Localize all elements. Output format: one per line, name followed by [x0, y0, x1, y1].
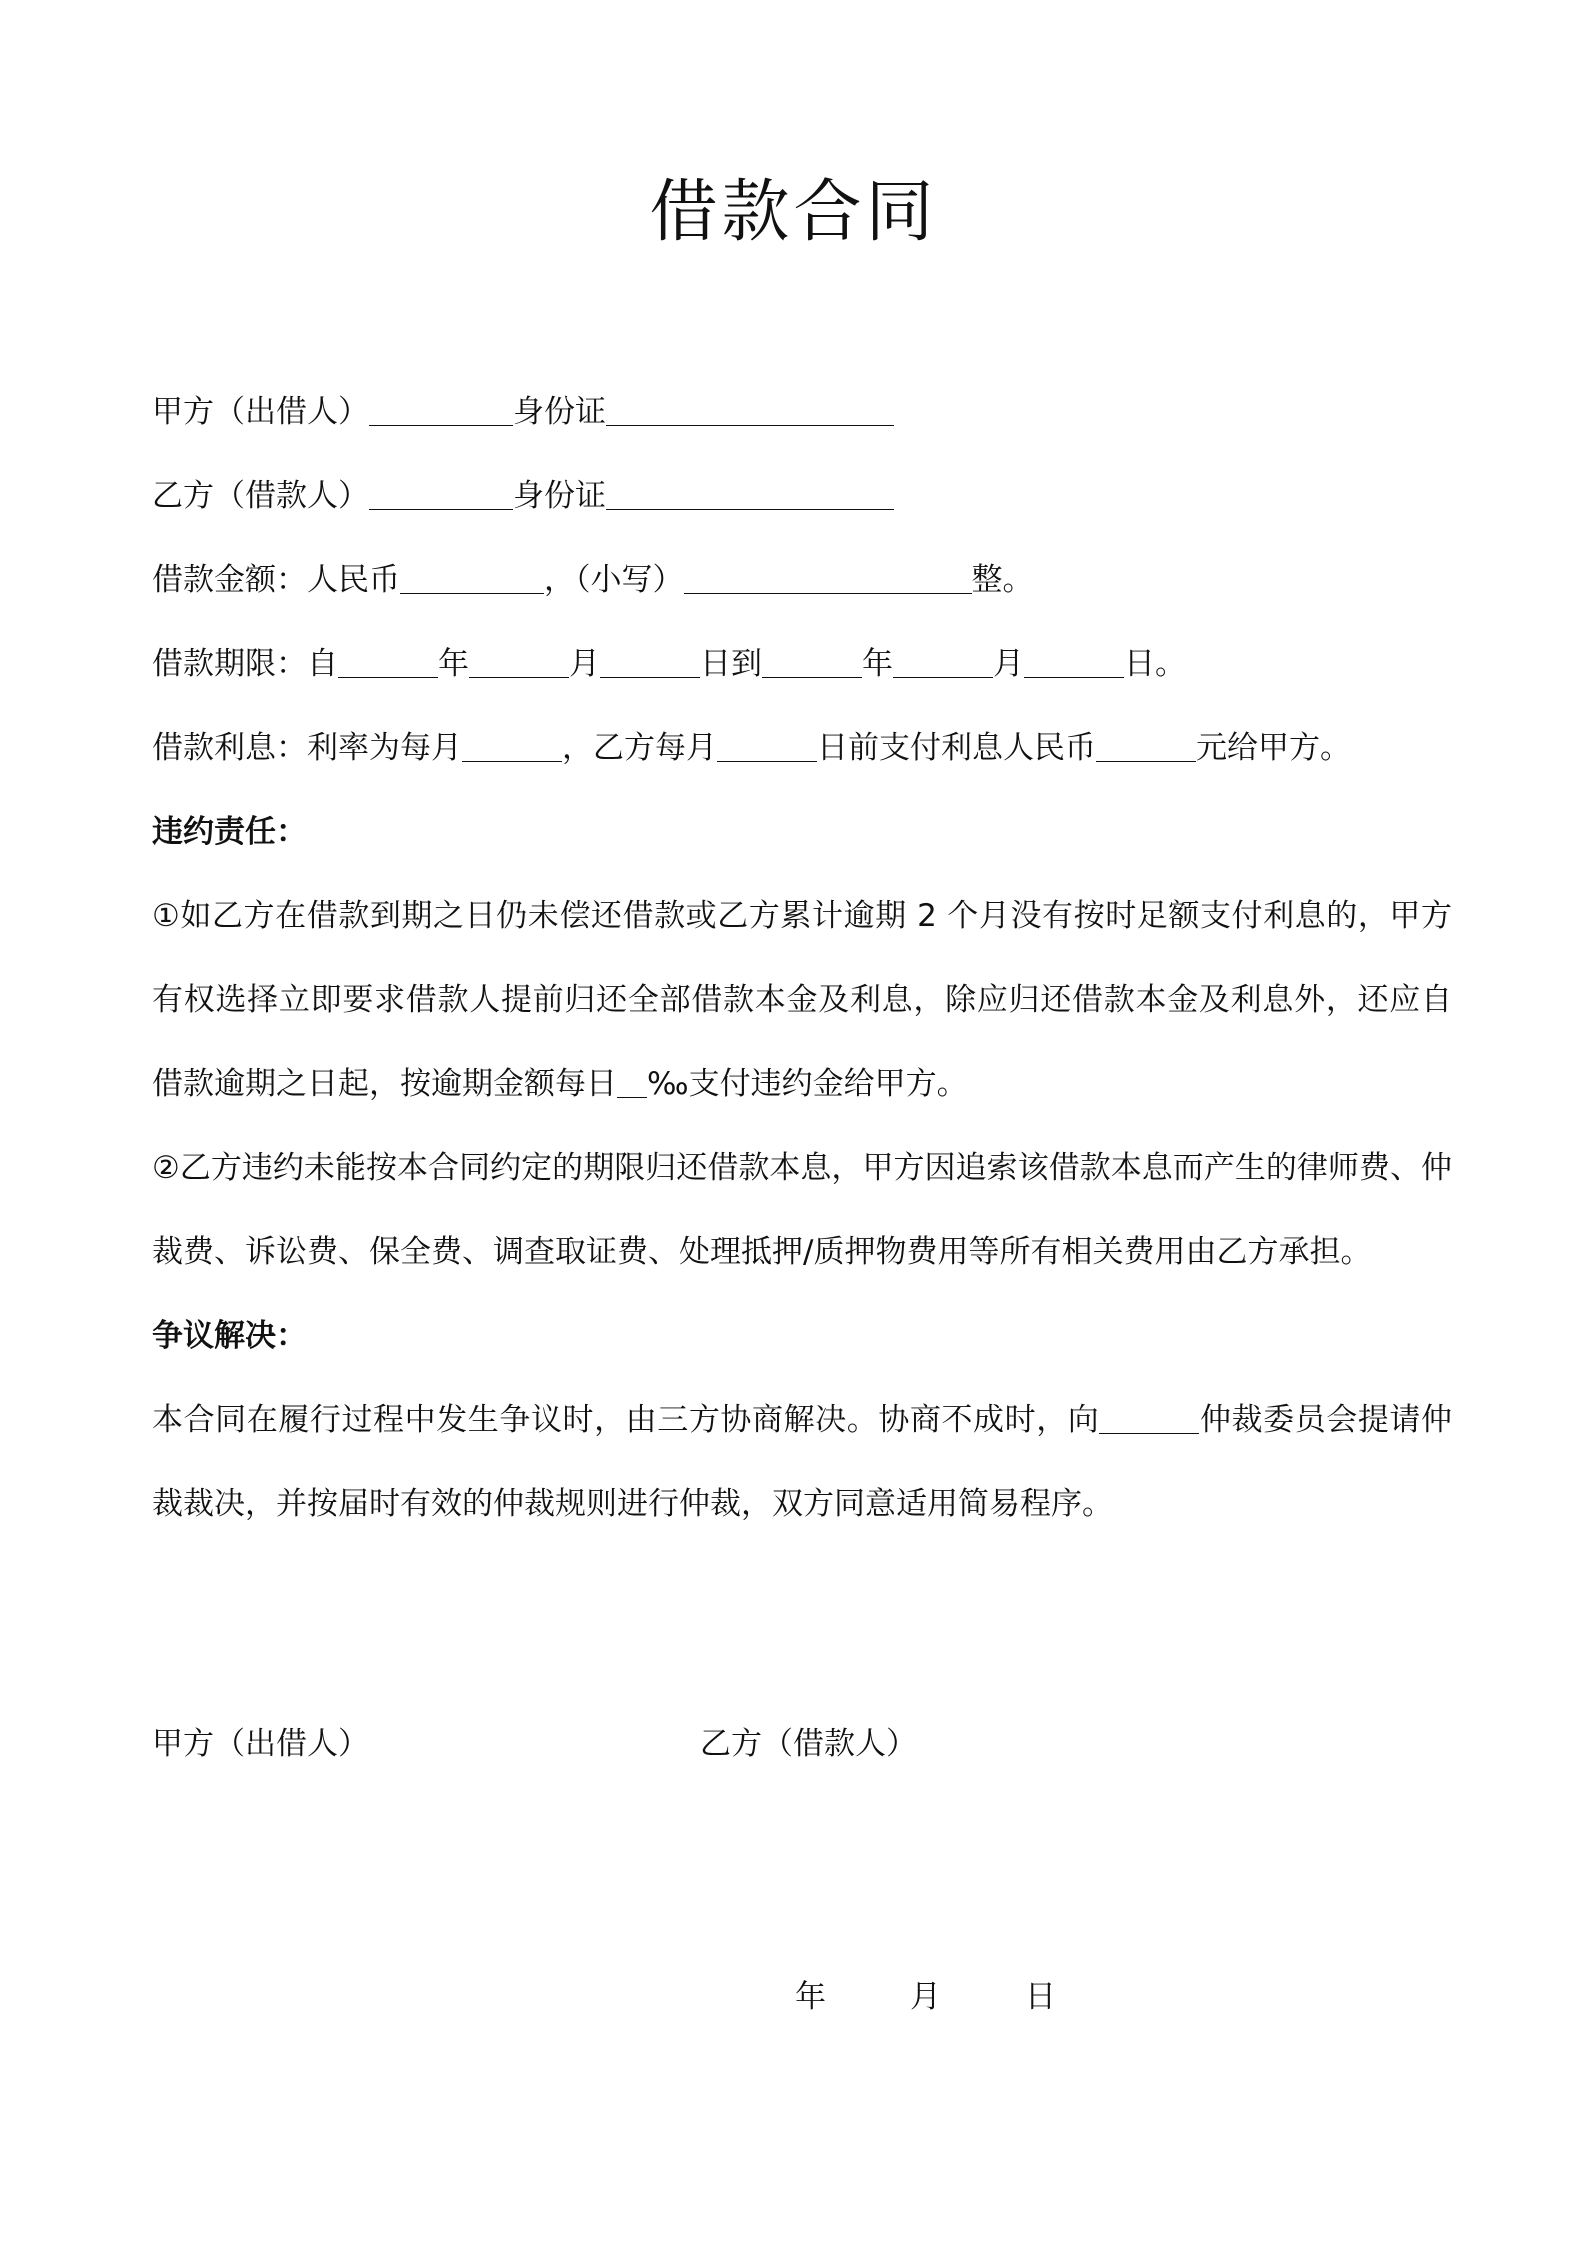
party-b-id-blank[interactable]	[606, 479, 894, 510]
dispute-text-1: 本合同在履行过程中发生争议时，由三方协商解决。协商不成时，向	[152, 1402, 1100, 1438]
term-start-day-blank[interactable]	[600, 647, 700, 678]
party-a-line	[152, 370, 1452, 454]
interest-part3: 日前支付利息人民币	[817, 730, 1096, 766]
arbitration-commission-blank[interactable]	[1099, 1403, 1199, 1434]
term-label: 借款期限：自	[152, 646, 338, 682]
term-start-year-blank[interactable]	[338, 647, 438, 678]
amount-uppercase-blank[interactable]	[400, 563, 544, 594]
date-month-label: 月	[910, 1979, 941, 2015]
term-end-year-label: 年	[862, 646, 893, 682]
penalty-rate-blank[interactable]	[617, 1067, 647, 1098]
term-end-month-blank[interactable]	[893, 647, 993, 678]
term-start-year-label: 年	[438, 646, 469, 682]
party-b-line	[152, 454, 1452, 538]
breach-clause-1	[152, 874, 1452, 1126]
interest-part2: ，乙方每月	[562, 730, 717, 766]
signature-party-a: 甲方（出借人）	[152, 1726, 369, 1762]
party-a-label: 甲方（出借人）	[152, 394, 369, 430]
date-year-label: 年	[795, 1979, 826, 2015]
contract-body	[152, 370, 1452, 1546]
term-end-day-label: 日。	[1124, 646, 1186, 682]
interest-line	[152, 706, 1452, 790]
term-day-to-label: 日到	[700, 646, 762, 682]
breach-clause-1-text: ①如乙方在借款到期之日仍未偿还借款或乙方累计逾期 2 个月没有按时足额支付利息的，甲方有权选择立即要求借款人提前归还全部借款本金及利息，除应归还借款本金及利息外，还应自借款逾期之日起，按逾期金额每日	[152, 898, 1452, 1102]
party-a-id-label: 身份证	[513, 394, 606, 430]
interest-rate-blank[interactable]	[462, 731, 562, 762]
term-start-month-blank[interactable]	[469, 647, 569, 678]
amount-small-label: ，（小写）	[544, 562, 684, 598]
dispute-text-2: 仲裁委员会提请仲裁裁决，并按届时有效的仲裁规则进行仲裁，双方同意适用简易程序。	[152, 1402, 1453, 1522]
date-day-label: 日	[1025, 1979, 1056, 2015]
breach-clause-1-tail: ‰支付违约金给甲方。	[647, 1066, 968, 1102]
amount-line	[152, 538, 1452, 622]
interest-label: 借款利息：利率为每月	[152, 730, 462, 766]
signature-party-b: 乙方（借款人）	[700, 1726, 917, 1762]
dispute-heading: 争议解决：	[152, 1318, 307, 1354]
amount-label: 借款金额：人民币	[152, 562, 400, 598]
interest-amount-blank[interactable]	[1096, 731, 1196, 762]
breach-clause-2: ②乙方违约未能按本合同约定的期限归还借款本息，甲方因追索该借款本息而产生的律师费、仲裁费、诉讼费、保全费、调查取证费、处理抵押/质押物费用等所有相关费用由乙方承担。	[152, 1150, 1452, 1270]
term-start-month-label: 月	[569, 646, 600, 682]
party-a-id-blank[interactable]	[606, 395, 894, 426]
interest-part4: 元给甲方。	[1196, 730, 1351, 766]
term-end-month-label: 月	[993, 646, 1024, 682]
amount-suffix: 整。	[971, 562, 1034, 598]
party-b-id-label: 身份证	[513, 478, 606, 514]
page-title: 借款合同	[649, 173, 938, 252]
amount-lowercase-blank[interactable]	[684, 563, 972, 594]
party-a-name-blank[interactable]	[369, 395, 513, 426]
dispute-clause	[152, 1378, 1452, 1546]
signing-date	[795, 1955, 1056, 2039]
party-b-label: 乙方（借款人）	[152, 478, 369, 514]
term-line	[152, 622, 1452, 706]
breach-heading: 违约责任：	[152, 814, 307, 850]
party-b-name-blank[interactable]	[369, 479, 513, 510]
term-end-day-blank[interactable]	[1024, 647, 1124, 678]
term-end-year-blank[interactable]	[762, 647, 862, 678]
interest-payday-blank[interactable]	[717, 731, 817, 762]
